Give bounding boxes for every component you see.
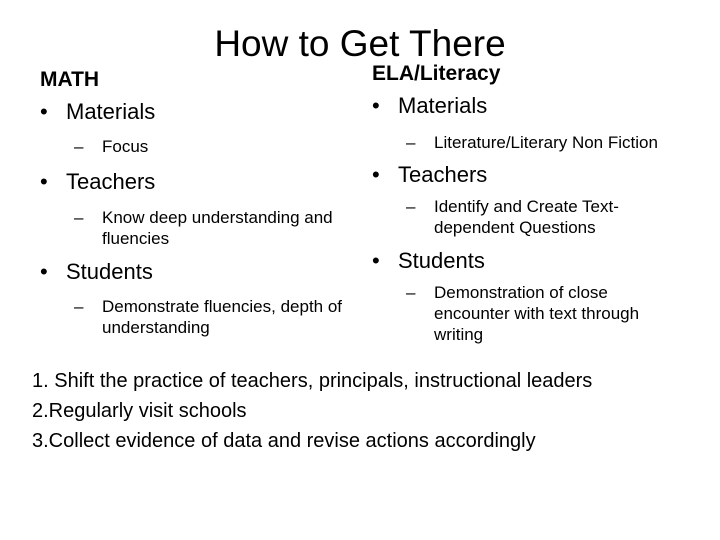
step-2: 2.Regularly visit schools — [32, 400, 247, 422]
math-bullet-students — [40, 258, 350, 286]
dash-mark: – — [74, 137, 84, 156]
bullet-label: Students — [66, 259, 153, 284]
bullet-mark: • — [372, 162, 380, 187]
ela-column — [372, 60, 672, 345]
dash-mark: – — [406, 133, 416, 152]
bullet-mark: • — [372, 248, 380, 273]
bullet-mark: • — [372, 93, 380, 118]
sub-text: Literature/Literary Non Fiction — [434, 133, 658, 152]
math-heading: MATH — [40, 68, 100, 91]
bullet-mark: • — [40, 99, 48, 124]
slide-title: How to Get There — [214, 23, 506, 64]
math-sub-teachers — [74, 207, 350, 249]
math-bullet-teachers — [40, 168, 350, 196]
ela-bullet-teachers — [372, 161, 672, 189]
dash-mark: – — [74, 208, 84, 227]
sub-text: Focus — [102, 137, 149, 156]
ela-sub-students — [406, 282, 672, 345]
step-3: 3.Collect evidence of data and revise actions accordingly — [32, 430, 536, 452]
action-steps — [32, 366, 712, 456]
math-sub-students — [74, 296, 350, 338]
ela-sub-teachers — [406, 196, 672, 238]
math-sub-focus — [74, 136, 350, 157]
ela-bullet-materials — [372, 92, 672, 120]
dash-mark: – — [406, 283, 416, 302]
sub-text: Demonstrate fluencies, depth of understanding — [102, 297, 343, 337]
sub-text: Identify and Create Text-dependent Questions — [434, 197, 619, 237]
bullet-label: Materials — [398, 93, 488, 118]
bullet-label: Materials — [66, 99, 156, 124]
sub-text: Know deep understanding and fluencies — [102, 208, 333, 248]
bullet-mark: • — [40, 169, 48, 194]
ela-sub-materials — [406, 132, 672, 153]
sub-text: Demonstration of close encounter with text through writing — [434, 283, 640, 344]
ela-heading: ELA/Literacy — [372, 62, 501, 85]
bullet-label: Teachers — [398, 162, 488, 187]
math-column — [40, 66, 350, 338]
ela-bullet-students — [372, 247, 672, 275]
bullet-mark: • — [40, 259, 48, 284]
bullet-label: Students — [398, 248, 485, 273]
dash-mark: – — [406, 197, 416, 216]
bullet-label: Teachers — [66, 169, 156, 194]
dash-mark: – — [74, 297, 84, 316]
step-1: 1. Shift the practice of teachers, principals, instructional leaders — [32, 370, 593, 392]
math-bullet-materials — [40, 98, 350, 126]
